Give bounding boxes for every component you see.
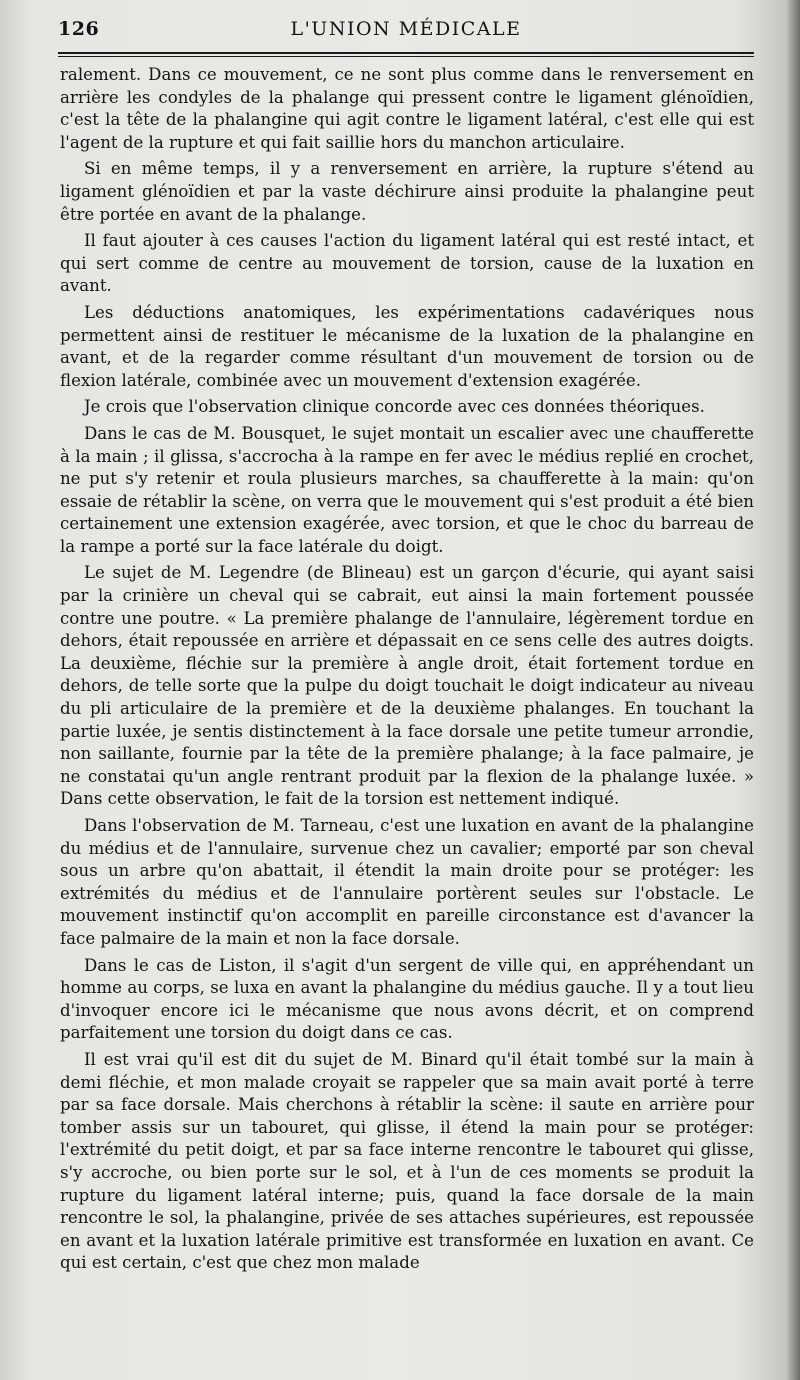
paragraph: Je crois que l'observation clinique concorde avec ces données théoriques. bbox=[84, 397, 705, 417]
paragraph: Les déductions anatomiques, les expérimentations cadavériques nous permettent ainsi de restituer le mécanisme de la luxation de la phalangine en avant, et de la regarder comme résultant d'un mouvement de torsion ou de flexion latérale, combinée avec un mouvement d'extension exagérée. bbox=[60, 302, 754, 390]
paragraph: Il faut ajouter à ces causes l'action du ligament latéral qui est resté intact, et qui sert comme de centre au mouvement de torsion, cause de la luxation en avant. bbox=[60, 231, 754, 296]
body-text bbox=[60, 64, 754, 1279]
page-header bbox=[58, 14, 754, 44]
paragraph: Le sujet de M. Legendre (de Blineau) est un garçon d'écurie, qui ayant saisi par la crinière un cheval qui se cabrait, eut ainsi la main fortement poussée contre une poutre. « La première phalange de l'annulaire, légèrement tordue en dehors, était repoussée en arrière et dépassait en ce sens celle des autres doigts. La deuxième, fléchie sur la première à angle droit, était fortement tordue en dehors, de telle sorte que la pulpe du doigt touchait le doigt indicateur au niveau du pli articulaire de la première et de la deuxième phalanges. En touchant la partie luxée, je sentis distinctement à la face dorsale une petite tumeur arrondie, non saillante, fournie par la tête de la première phalange; à la face palmaire, je ne constatai qu'un angle rentrant produit par la flexion de la phalange luxée. » Dans cette observation, le fait de la torsion est nettement indiqué. bbox=[60, 563, 754, 809]
paragraph: Dans l'observation de M. Tarneau, c'est une luxation en avant de la phalangine du médius et de l'annulaire, survenue chez un cavalier; emporté par son cheval sous un arbre qu'on abattait, il étendit la main droite pour se protéger: les extrémités du médius et de l'annulaire portèrent seules sur l'obstacle. Le mouvement instinctif qu'on accomplit en pareille circonstance est d'avancer la face palmaire de la main et non la face dorsale. bbox=[60, 816, 754, 948]
paragraph: Dans le cas de M. Bousquet, le sujet montait un escalier avec une chaufferette à la main ; il glissa, s'accrocha à la rampe en fer avec le médius replié en crochet, ne put s'y retenir et roula plusieurs marches, sa chaufferette à la main: qu'on essaie de rétablir la scène, on verra que le mouvement qui s'est produit a été bien certainement une extension exagérée, avec torsion, et que le choc du barreau de la rampe a porté sur la face latérale du doigt. bbox=[60, 423, 754, 556]
paragraph: ralement. Dans ce mouvement, ce ne sont plus comme dans le renversement en arrière les condyles de la phalange qui pressent contre le ligament glénoïdien, c'est la tête de la phalangine qui agit contre le ligament latéral, c'est elle qui est l'agent de la rupture et qui fait saillie hors du manchon articulaire. bbox=[60, 65, 754, 152]
paragraph: Il est vrai qu'il est dit du sujet de M. Binard qu'il était tombé sur la main à demi fléchie, et mon malade croyait se rappeler que sa main avait porté à terre par sa face dorsale. Mais cherchons à rétablir la scène: il saute en arrière pour tomber assis sur un tabouret, qui glisse, il étend la main pour se protéger: l'extrémité du petit doigt, et par sa face interne rencontre le tabouret qui glisse, s'y accroche, ou bien porte sur le sol, et à l'un de ces moments se produit la rupture du ligament latéral interne; puis, quand la face dorsale de la main rencontre le sol, la phalangine, privée de ses attaches supérieures, est repoussée en avant et la luxation latérale primitive est transformée en luxation en avant. Ce qui est certain, c'est que chez mon malade bbox=[60, 1049, 754, 1273]
paragraph: Dans le cas de Liston, il s'agit d'un sergent de ville qui, en appréhendant un homme au corps, se luxa en avant la phalangine du médius gauche. Il y a tout lieu d'invoquer encore ici le mécanisme que nous avons décrit, et on comprend parfaitement une torsion du doigt dans ce cas. bbox=[60, 955, 754, 1043]
header-rule bbox=[58, 52, 754, 57]
page-number: 126 bbox=[58, 18, 100, 40]
page-edge-shadow bbox=[786, 0, 800, 1380]
paragraph: Si en même temps, il y a renversement en arrière, la rupture s'étend au ligament glénoïdien et par la vaste déchirure ainsi produite la phalangine peut être portée en avant de la phalange. bbox=[60, 159, 754, 224]
running-title: L'UNION MÉDICALE bbox=[290, 18, 522, 40]
